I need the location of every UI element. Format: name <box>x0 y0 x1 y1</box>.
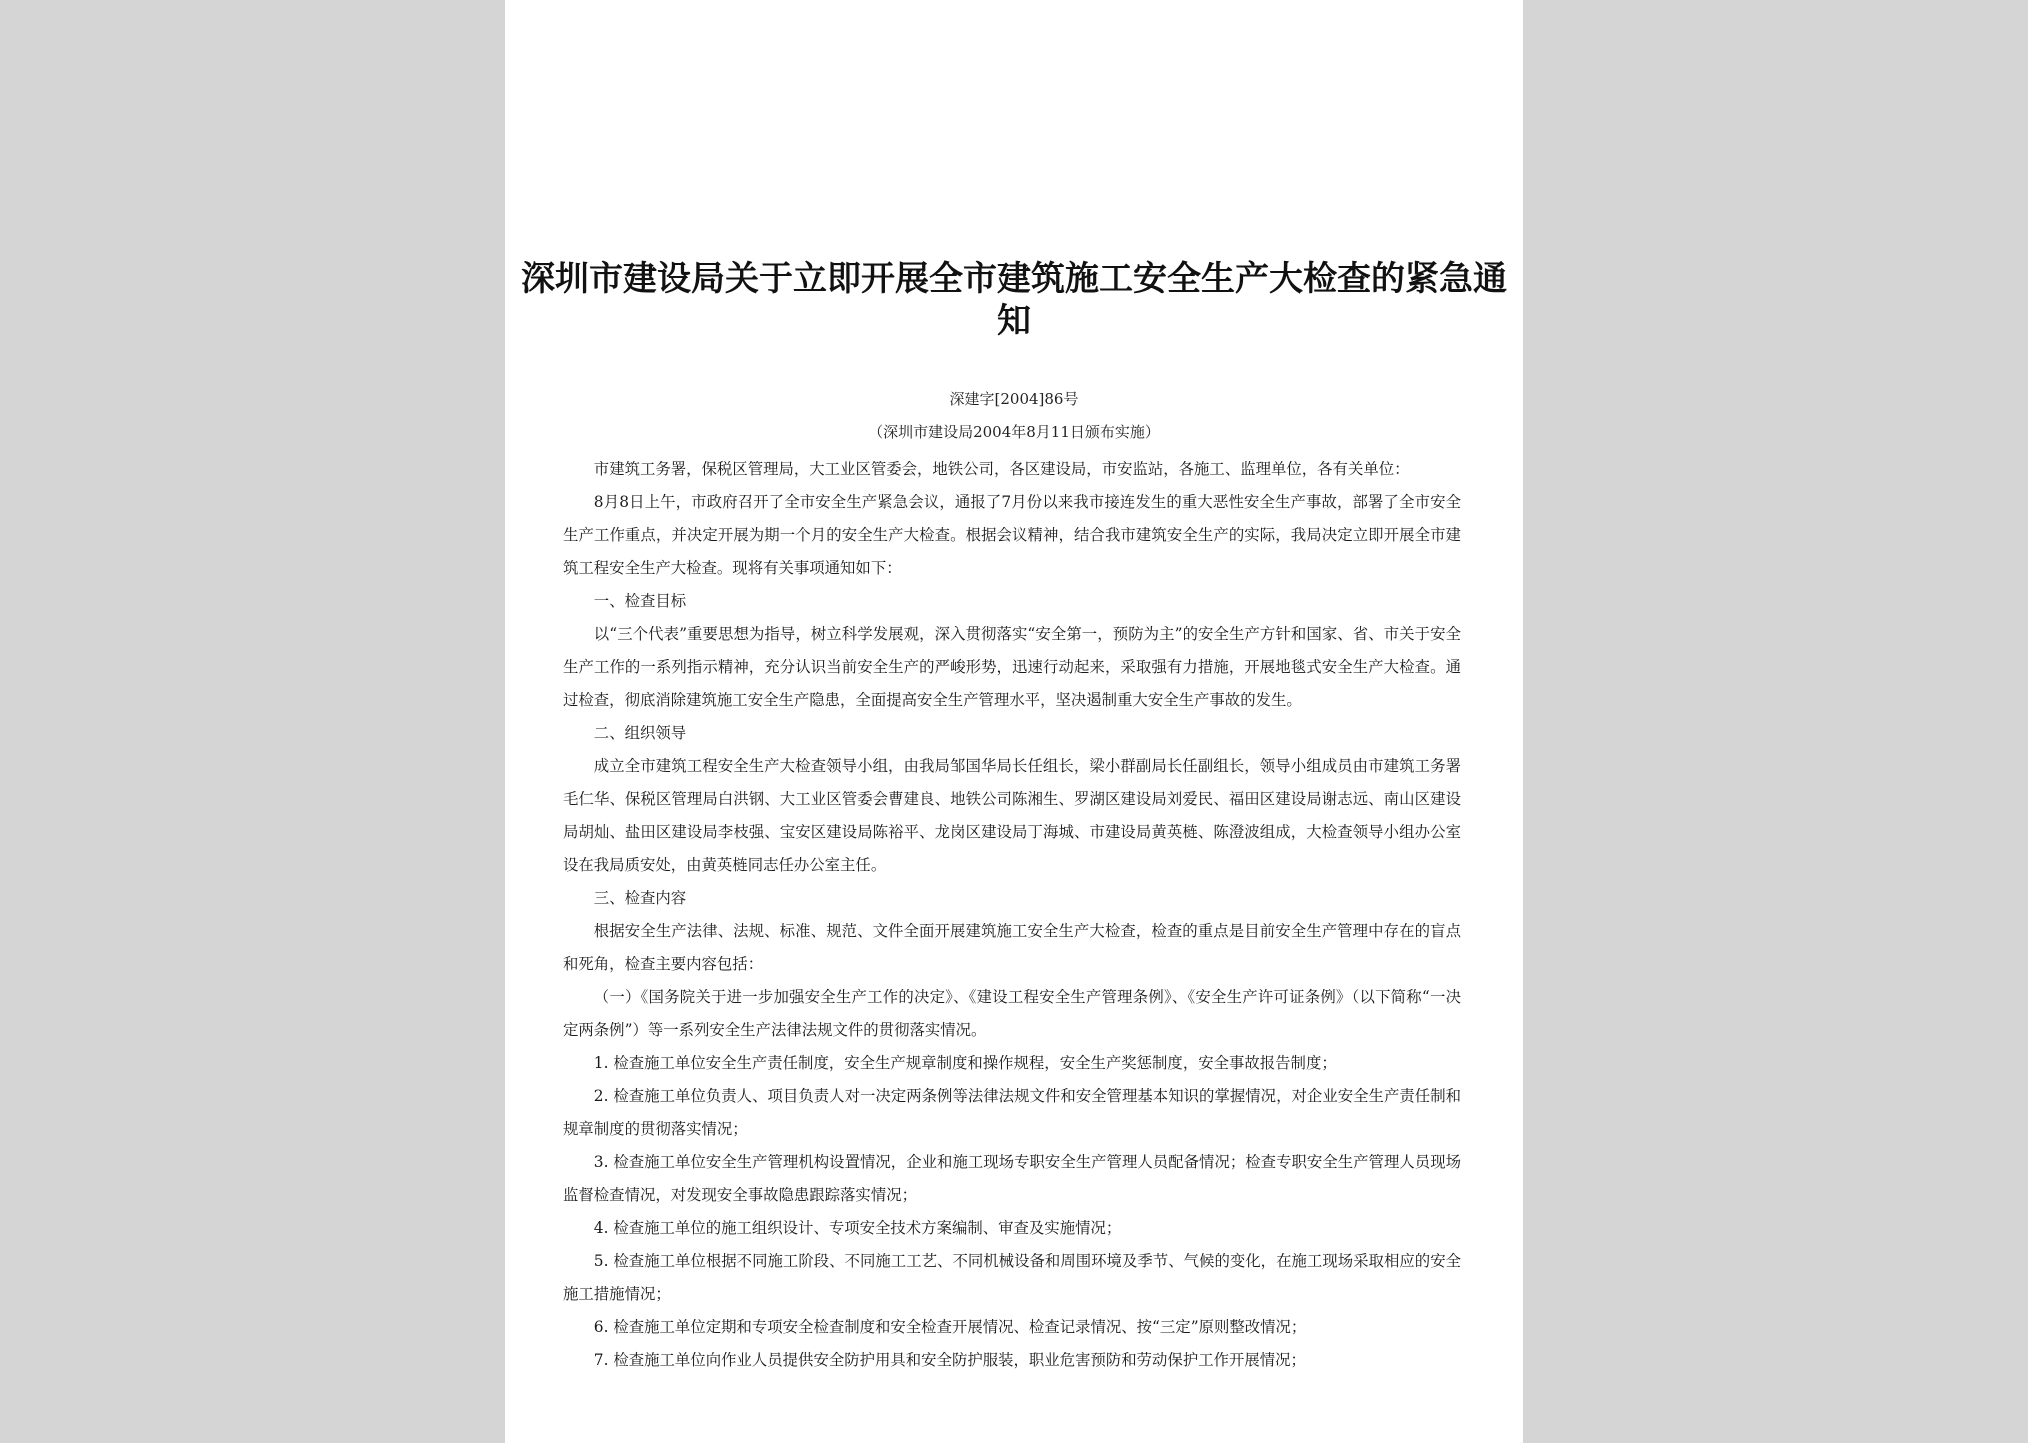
section-content-paragraph: 根据安全生产法律、法规、标准、规范、文件全面开展建筑施工安全生产大检查，检查的重点是目前安全生产管理中存在的盲点和死角，检查主要内容包括： <box>563 922 1461 973</box>
document-title: 深圳市建设局关于立即开展全市建筑施工安全生产大检查的紧急通知 <box>521 259 1507 341</box>
document-number: 深建字[2004]86号 <box>949 390 1079 408</box>
document-page <box>505 0 1523 1443</box>
section-heading-content: 三、检查内容 <box>593 889 687 907</box>
list-item: 7. 检查施工单位向作业人员提供安全防护用具和安全防护服装，职业危害预防和劳动保护工作开展情况； <box>593 1351 1306 1369</box>
document-body <box>563 453 1461 1377</box>
section-leadership-paragraph: 成立全市建筑工程安全生产大检查领导小组，由我局邹国华局长任组长，梁小群副局长任副组长，领导小组成员由市建筑工务署毛仁华、保税区管理局白洪钢、大工业区管委会曹建良、地铁公司陈湘生、罗湖区建设局刘爱民、福田区建设局谢志远、南山区建设局胡灿、盐田区建设局李枝强、宝安区建设局陈裕平、龙岗区建设局丁海城、市建设局黄英梿、陈澄波组成，大检查领导小组办公室设在我局质安处，由黄英梿同志任办公室主任。 <box>563 757 1461 874</box>
recipients-paragraph: 市建筑工务署，保税区管理局，大工业区管委会，地铁公司，各区建设局，市安监站，各施工、监理单位，各有关单位： <box>593 460 1410 478</box>
list-item: 1. 检查施工单位安全生产责任制度，安全生产规章制度和操作规程，安全生产奖惩制度，安全事故报告制度； <box>593 1054 1337 1072</box>
subsection-1-paragraph: （一）《国务院关于进一步加强安全生产工作的决定》、《建设工程安全生产管理条例》、《安全生产许可证条例》（以下简称“一决定两条例”）等一系列安全生产法律法规文件的贯彻落实情况。 <box>563 988 1461 1039</box>
section-heading-goals: 一、检查目标 <box>593 592 687 610</box>
section-heading-leadership: 二、组织领导 <box>593 724 687 742</box>
list-item: 5. 检查施工单位根据不同施工阶段、不同施工工艺、不同机械设备和周围环境及季节、气候的变化，在施工现场采取相应的安全施工措施情况； <box>563 1252 1461 1303</box>
section-goals-paragraph: 以“三个代表”重要思想为指导，树立科学发展观，深入贯彻落实“安全第一，预防为主”的安全生产方针和国家、省、市关于安全生产工作的一系列指示精神，充分认识当前安全生产的严峻形势，迅速行动起来，采取强有力措施，开展地毯式安全生产大检查。通过检查，彻底消除建筑施工安全生产隐患，全面提高安全生产管理水平，坚决遏制重大安全生产事故的发生。 <box>563 625 1461 709</box>
list-item: 4. 检查施工单位的施工组织设计、专项安全技术方案编制、审查及实施情况； <box>593 1219 1122 1237</box>
list-item: 6. 检查施工单位定期和专项安全检查制度和安全检查开展情况、检查记录情况、按“三定”原则整改情况； <box>593 1318 1307 1336</box>
list-item: 3. 检查施工单位安全生产管理机构设置情况，企业和施工现场专职安全生产管理人员配备情况；检查专职安全生产管理人员现场监督检查情况，对发现安全事故隐患跟踪落实情况； <box>563 1153 1461 1204</box>
issue-note: （深圳市建设局2004年8月11日颁布实施） <box>868 423 1160 441</box>
list-item: 2. 检查施工单位负责人、项目负责人对一决定两条例等法律法规文件和安全管理基本知识的掌握情况，对企业安全生产责任制和规章制度的贯彻落实情况； <box>563 1087 1461 1138</box>
intro-paragraph: 8月8日上午，市政府召开了全市安全生产紧急会议，通报了7月份以来我市接连发生的重大恶性安全生产事故，部署了全市安全生产工作重点，并决定开展为期一个月的安全生产大检查。根据会议精神，结合我市建筑安全生产的实际，我局决定立即开展全市建筑工程安全生产大检查。现将有关事项通知如下： <box>563 493 1461 577</box>
